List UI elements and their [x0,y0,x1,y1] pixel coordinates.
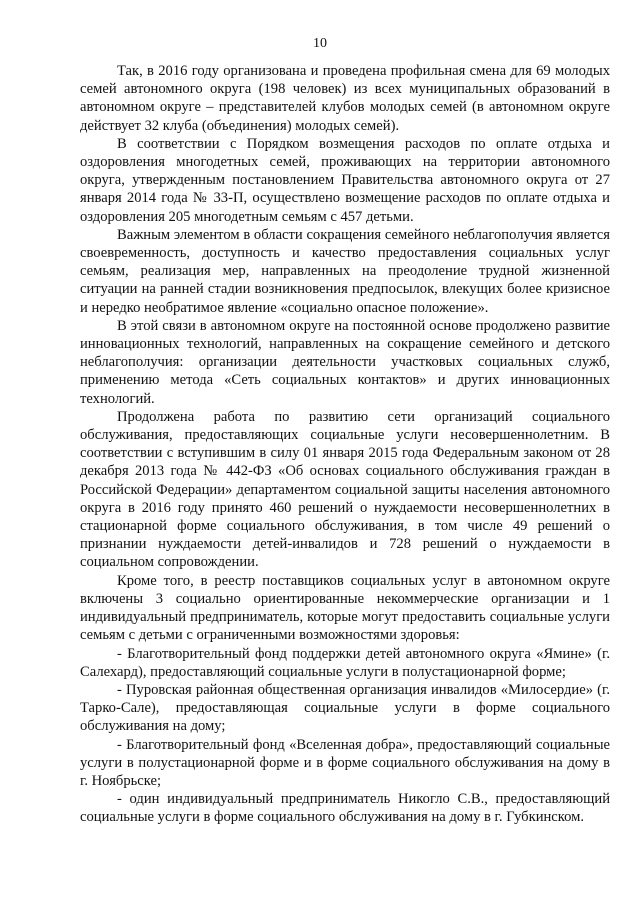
document-body [80,62,610,827]
list-item-miloserdie-organization: - Пуровская районная общественная организация инвалидов «Милосердие» (г. Тарко-Сале), предоставляющая социальные услуги в форме социального обслуживания на дому; [80,681,610,735]
list-item-vselennaya-dobra-fund: - Благотворительный фонд «Вселенная добра», предоставляющий социальные услуги в полустационарной форме и в форме социального обслуживания на дому в г. Ноябрьске; [80,736,610,789]
page-number: 10 [313,36,327,51]
paragraph-social-services-quality: Важным элементом в области сокращения семейного неблагополучия является своевременность, доступность и качество предоставления социальных услуг семьям, реализация мер, направленных на преодоление трудной жизненной ситуации на ранней стадии возникновения предпосылок, влекущих более кризисное и нередко необратимое явление «социально опасное положение». [80,226,610,316]
paragraph-large-families-reimbursement: В соответствии с Порядком возмещения расходов по оплате отдыха и оздоровления многодетных семей, проживающих на территории автономного округа, утвержденным постановлением Правительства автономного округа от 27 января 2014 года № 33-П, осуществлено возмещение расходов по оплате отдыха и оздоровления 205 многодетным семьям с 457 детьми. [80,135,610,225]
list-item-individual-entrepreneur: - один индивидуальный предприниматель Никогло С.В., предоставляющий социальные услуги в форме социального обслуживания на дому в г. Губкинском. [80,791,610,826]
paragraph-innovative-technologies: В этой связи в автономном округе на постоянной основе продолжено развитие инновационных технологий, направленных на сокращение семейного и детского неблагополучия: организации деятельности участковых социальных служб, применению метода «Сеть социальных контактов» и других инновационных технологий. [80,317,610,407]
list-item-yamine-fund: - Благотворительный фонд поддержки детей автономного округа «Ямине» (г. Салехард), предоставляющий социальные услуги в полустационарной форме; [80,645,610,680]
paragraph-provider-registry: Кроме того, в реестр поставщиков социальных услуг в автономном округе включены 3 социально ориентированные некоммерческие организации и 1 индивидуальный предприниматель, которые могут предоставить социальные услуги семьям с детьми с ограниченными возможностями здоровья: [80,572,610,644]
paragraph-youth-families-camp: Так, в 2016 году организована и проведена профильная смена для 69 молодых семей автономного округа (198 человек) из всех муниципальных образований в автономном округе – представителей клубов молодых семей (в автономном округе действует 32 клуба (объединения) молодых семей). [80,63,610,134]
paragraph-service-network: Продолжена работа по развитию сети организаций социального обслуживания, предоставляющих социальные услуги несовершеннолетним. В соответствии с вступившим в силу 01 января 2015 года Федеральным законом от 28 декабря 2013 года № 442-ФЗ «Об основах социального обслуживания граждан в Российской Федерации» департаментом социальной защиты населения автономного округа в 2016 году принято 460 решений о нуждаемости несовершеннолетних в стационарной форме социального обслуживания, в том числе 49 решений о признании нуждаемости детей-инвалидов и 728 решений о нуждаемости в социальном сопровождении. [80,408,610,571]
